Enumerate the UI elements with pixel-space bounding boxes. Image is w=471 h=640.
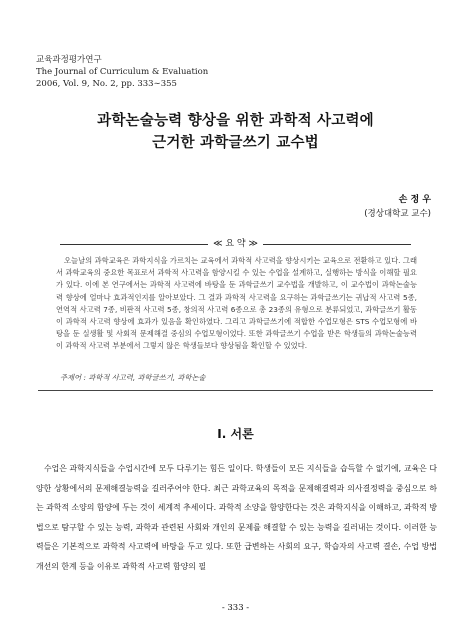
section-heading: Ⅰ. 서론 xyxy=(217,427,254,441)
paper-title xyxy=(0,110,471,154)
journal-header xyxy=(36,54,208,90)
section-divider xyxy=(38,390,433,391)
title-line-1: 과학논술능력 향상을 위한 과학적 사고력에 xyxy=(97,113,374,129)
journal-name-korean: 교육과정평가연구 xyxy=(36,55,102,65)
author-block xyxy=(364,193,431,221)
author-name: 손 정 우 xyxy=(398,195,431,205)
page-number: - 333 - xyxy=(221,603,250,613)
body-paragraph: 수업은 과학지식들을 수업시간에 모두 다루기는 힘든 일이다. 학생들이 모든 지식들을 습득할 수 없기에, 교육은 다양한 상황에서의 문제해결능력을 길러주어야 한다. 최근 과학교육의 목적을 문제해결력과 의사결정력을 중심으로 하는 과학적 소양의 함양에 두는 것이 세계적 추세이다. 과학적 소양을 함양한다는 것은 과학지식을 이해하고, 과학적 방법으로 탐구할 수 있는 능력, 과학과 관련된 사회와 개인의 문제를 해결할 수 있는 능력을 길러내는 것이다. 이러한 능력들은 기본적으로 과학적 사고력에 바탕을 두고 있다. 또한 급변하는 사회의 요구, 학습자의 사고력 결손, 수업 방법 개선의 한계 등을 이유로 과학적 사고력 함양의 필 xyxy=(36,464,437,571)
title-line-2: 근거한 과학글쓰기 교수법 xyxy=(152,135,319,151)
abstract-rule-right xyxy=(263,244,411,245)
abstract-text: 오늘날의 과학교육은 과학지식을 가르치는 교육에서 과학적 사고력을 향상시키는 교육으로 전환하고 있다. 그래서 과학교육의 중요한 목표로서 과학적 사고력을 함양시킬 수 있는 수업을 설계하고, 실행하는 방식을 이해할 필요가 있다. 이에 본 연구에서는 과학적 사고력에 바탕을 둔 과학글쓰기 교수법을 개발하고, 이 교수법이 과학논술능력 향상에 얼마나 효과적인지를 알아보았다. 그 결과 과학적 사고력을 요구하는 과학글쓰기는 귀납적 사고력 5종, 연역적 사고력 7종, 비판적 사고력 5종, 창의적 사고력 6종으로 총 23종의 유형으로 분류되었고, 과학글쓰기 활동이 과학적 사고력 향상에 효과가 있음을 확인하였다. 그리고 과학글쓰기에 적합한 수업모형은 STS 수업모형에 바탕을 둔 실생활 및 사회적 문제해결 중심의 수업모형이었다. 또한 과학글쓰기 수업을 받은 학생들의 과학논술능력이 과학적 사고력 부분에서 그렇지 않은 학생들보다 향상됨을 확인할 수 있었다. xyxy=(56,256,417,351)
abstract-body xyxy=(56,255,417,353)
journal-name-english: The Journal of Curriculum & Evaluation xyxy=(36,67,209,77)
abstract-heading-label: ≪ 요 약 ≫ xyxy=(213,239,258,249)
journal-citation: 2006, Vol. 9, No. 2, pp. 333∼355 xyxy=(36,79,177,89)
author-affiliation: (경상대학교 교수) xyxy=(364,209,431,219)
body-text-block xyxy=(36,459,437,577)
abstract-heading xyxy=(36,238,435,250)
keywords: 주제어 : 과학적 사고력, 과학글쓰기, 과학논술 xyxy=(60,373,206,382)
